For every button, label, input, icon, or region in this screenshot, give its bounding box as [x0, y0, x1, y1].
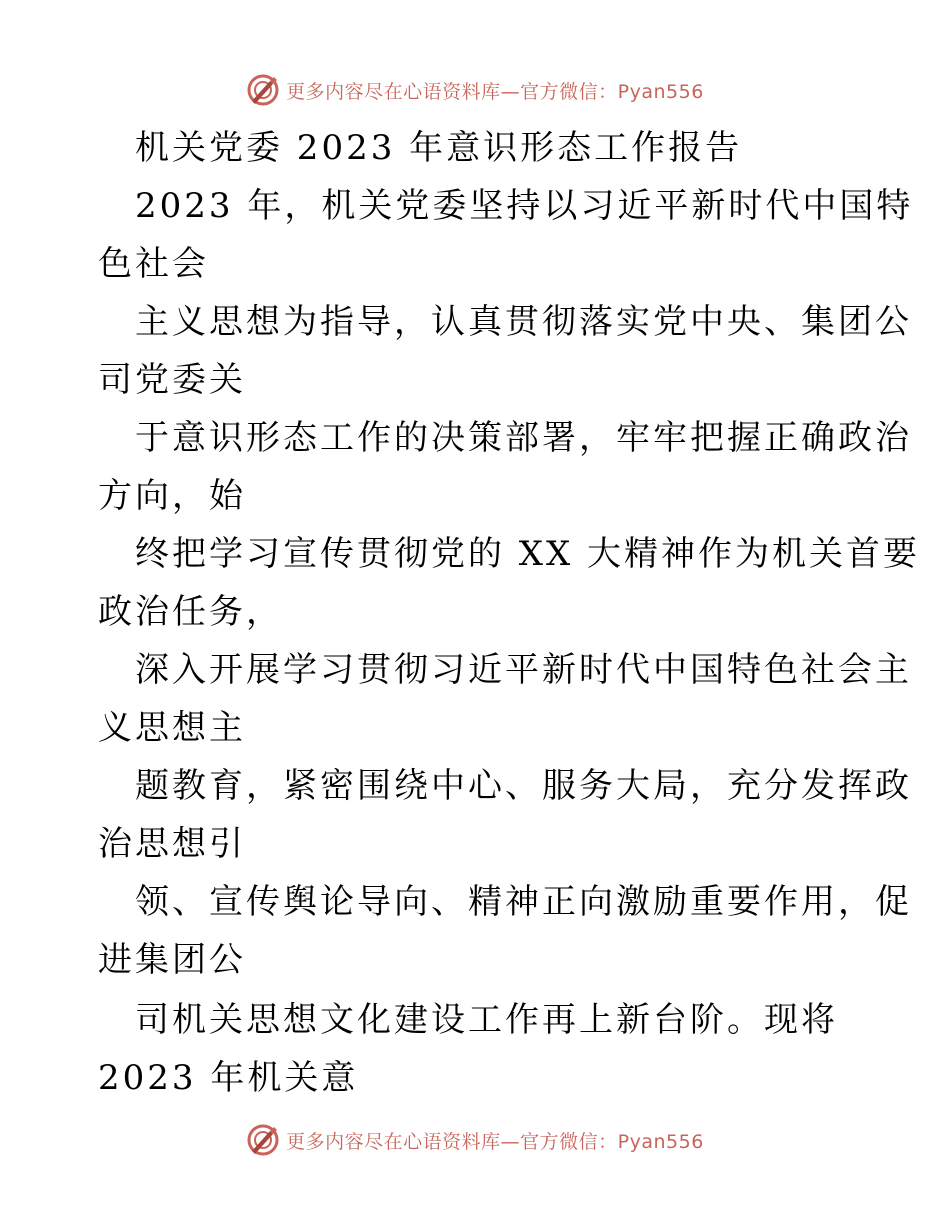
pen-seal-icon [246, 1123, 280, 1157]
document-title: 机关党委 2023 年意识形态工作报告 [135, 128, 743, 168]
text-line: 深入开展学习贯彻习近平新时代中国特色社会主 [135, 650, 912, 690]
text-line: 于意识形态工作的决策部署，牢牢把握正确政治 [135, 418, 912, 458]
text-line: 色社会 [98, 244, 209, 284]
text-line: 题教育，紧密围绕中心、服务大局，充分发挥政 [135, 766, 912, 806]
text-line: 领、宣传舆论导向、精神正向激励重要作用，促 [135, 882, 912, 922]
text-line: 方向，始 [98, 476, 246, 516]
text-line: 治思想引 [98, 824, 246, 864]
text-line: 主义思想为指导，认真贯彻落实党中央、集团公 [135, 302, 912, 342]
text-line: 终把学习宣传贯彻党的 XX 大精神作为机关首要 [135, 534, 921, 574]
text-line: 2023 年，机关党委坚持以习近平新时代中国特 [135, 186, 914, 226]
watermark-text: 更多内容尽在心语资料库—官方微信：Pyan556 [286, 1130, 704, 1153]
text-line: 司党委关 [98, 360, 246, 400]
watermark-text: 更多内容尽在心语资料库—官方微信：Pyan556 [286, 80, 704, 103]
text-line: 司机关思想文化建设工作再上新台阶。现将 [135, 1000, 838, 1040]
text-line: 2023 年机关意 [98, 1058, 359, 1098]
text-line: 进集团公 [98, 940, 246, 980]
footer-watermark [0, 1120, 950, 1160]
text-line: 政治任务， [98, 592, 283, 632]
text-line: 义思想主 [98, 708, 246, 748]
